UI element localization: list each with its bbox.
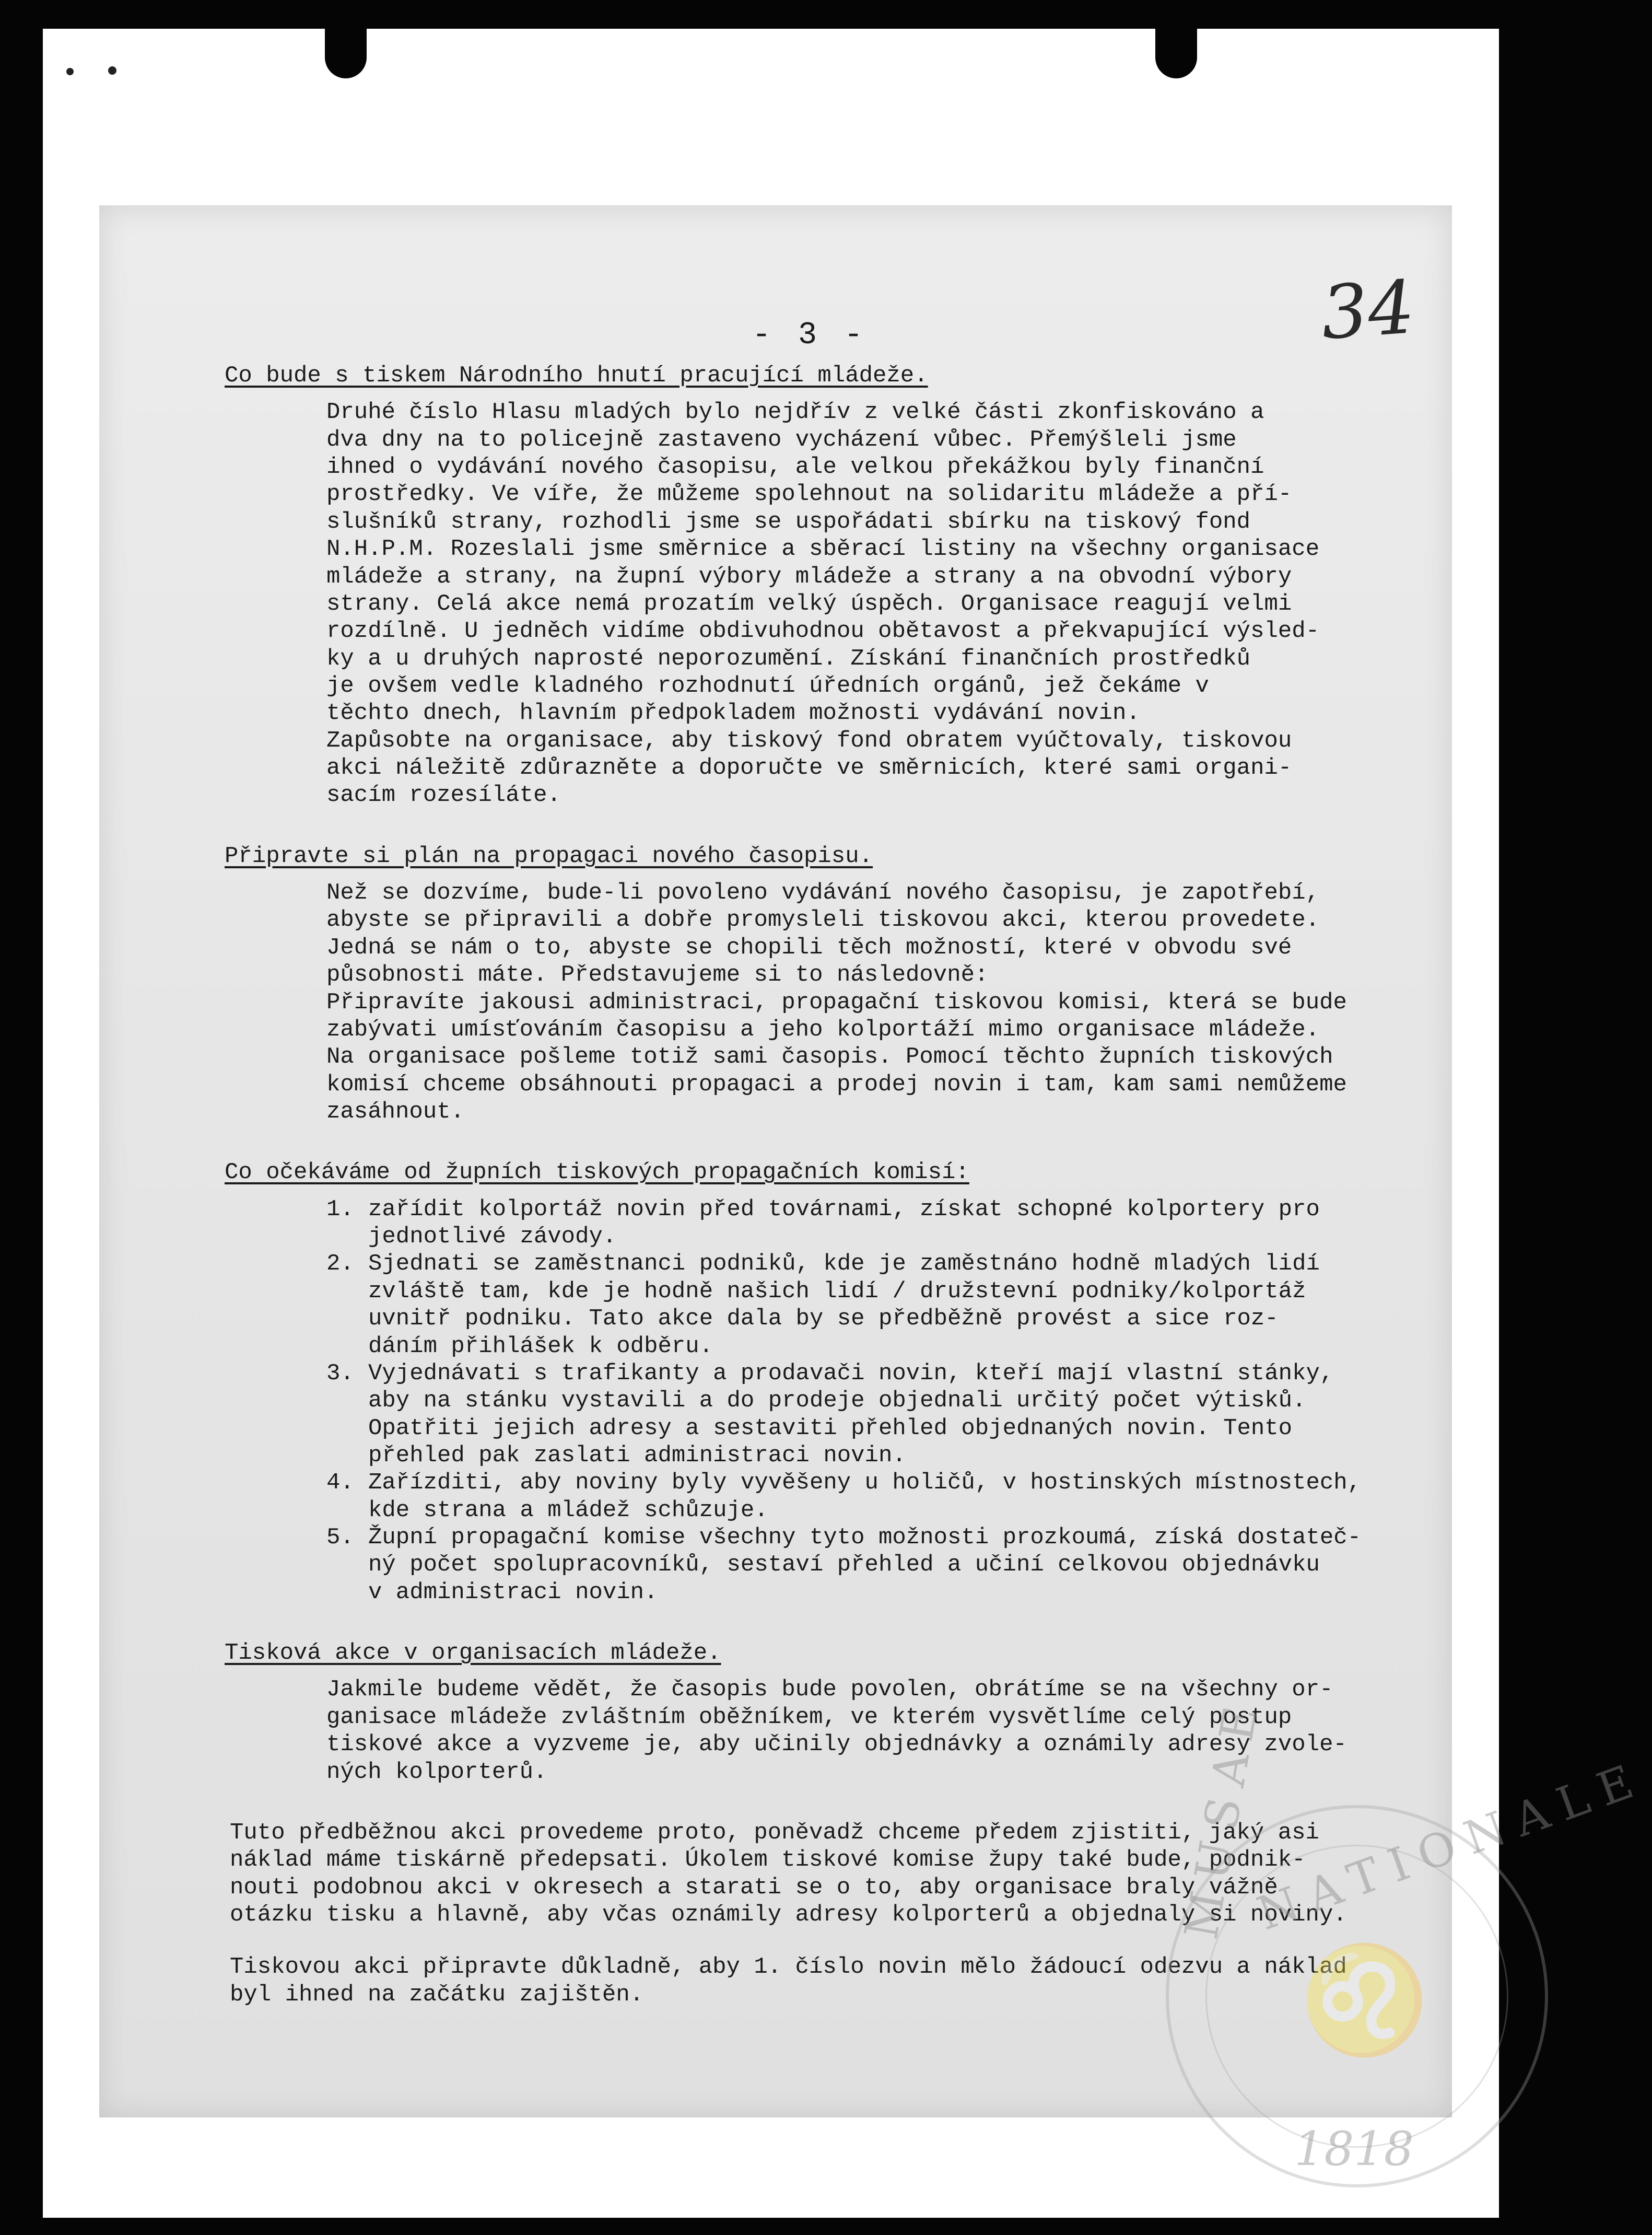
section-body <box>326 399 1442 809</box>
section-heading: Co bude s tiskem Národního hnutí pracující mládeže. <box>225 363 928 389</box>
text-line: mládeže a strany, na župní výbory mládeže a strany a na obvodní výbory <box>326 563 1292 590</box>
text-line: Župní propagační komise všechny tyto možnosti prozkoumá, získá dostateč- <box>368 1524 1362 1551</box>
text-line: uvnitř podniku. Tato akce dala by se předběžně provést a sice roz- <box>368 1306 1279 1332</box>
text-line: kde strana a mládež schůzuje. <box>368 1497 768 1523</box>
text-line: zabývati umísťováním časopisu a jeho kolportáží mimo organisace mládeže. <box>326 1016 1320 1043</box>
text-line: N.H.P.M. Rozeslali jsme směrnice a sběrací listiny na všechny organisace <box>326 536 1320 563</box>
section-3 <box>225 1159 1442 1606</box>
list-text <box>368 1196 1320 1251</box>
document-page <box>99 205 1452 2117</box>
speck-dot <box>108 66 116 75</box>
text-line: je ovšem vedle kladného rozhodnutí úředních orgánů, jež čekáme v <box>326 672 1209 699</box>
text-line: Jedná se nám o to, abyste se chopili těch možností, které v obvodu své <box>326 934 1292 961</box>
text-line: náklad máme tiskárně předepsati. Úkolem tiskové komise župy také bude, podnik- <box>230 1847 1306 1873</box>
text-line: Druhé číslo Hlasu mladých bylo nejdřív z velké části zkonfiskováno a <box>326 399 1264 426</box>
text-line: ných kolporterů. <box>326 1759 547 1785</box>
text-line: Opatřiti jejich adresy a sestaviti přehled objednaných novin. Tento <box>368 1415 1293 1441</box>
text-line: rozdílně. U jedněch vidíme obdivuhodnou obětavost a překvapující výsled- <box>326 618 1320 645</box>
punch-hole-left <box>325 29 367 78</box>
text-line: byl ihned na začátku zajištěn. <box>230 1981 644 2008</box>
text-line: Než se dozvíme, bude-li povoleno vydávání nového časopisu, je zapotřebí, <box>326 880 1320 906</box>
list-number: 4. <box>326 1470 354 1496</box>
text-line: přehled pak zaslati administraci novin. <box>368 1442 906 1469</box>
text-line: ganisace mládeže zvláštním oběžníkem, ve kterém vysvětlíme celý postup <box>326 1704 1292 1730</box>
section-heading: Co očekáváme od župních tiskových propagačních komisí: <box>225 1159 969 1186</box>
page-number: - 3 - <box>752 318 868 353</box>
text-line: působnosti máte. Představujeme si to následovně: <box>326 962 989 988</box>
list-item <box>326 1196 1442 1251</box>
text-line: aby na stánku vystavili a do prodeje objednali určitý počet výtisků. <box>368 1388 1306 1414</box>
text-line: Připravíte jakousi administraci, propagační tiskovou komisi, která se bude <box>326 989 1347 1016</box>
text-line: dáním přihlášek k odběru. <box>368 1333 713 1359</box>
section-1 <box>225 362 1442 809</box>
text-line: zvláště tam, kde je hodně našich lidí / družstevní podniky/kolportáž <box>368 1278 1306 1305</box>
section-2 <box>225 843 1442 1126</box>
text-line: tiskové akce a vyzveme je, aby učinily objednávky a oznámily adresy zvole- <box>326 1731 1347 1758</box>
list-number: 2. <box>326 1251 354 1277</box>
list-text <box>368 1469 1361 1524</box>
text-line: Sjednati se zaměstnanci podniků, kde je zaměstnáno hodně mladých lidí <box>368 1251 1320 1277</box>
text-line: Tiskovou akci připravte důkladně, aby 1. číslo novin mělo žádoucí odezvu a náklad <box>230 1954 1347 1981</box>
text-line: komisí chceme obsáhnouti propagaci a prodej novin i tam, kam sami nemůžeme <box>326 1071 1347 1098</box>
stamp-year: 1818 <box>1294 2122 1414 2176</box>
text-line: slušníků strany, rozhodli jsme se uspořádati sbírku na tiskový fond <box>326 508 1251 535</box>
text-line: zasáhnout. <box>326 1098 465 1125</box>
section-heading: Připravte si plán na propagaci nového časopisu. <box>225 843 873 869</box>
text-line: Vyjednávati s trafikanty a prodavači novin, kteří mají vlastní stánky, <box>368 1360 1334 1387</box>
list-number: 5. <box>326 1524 354 1551</box>
text-line: ný počet spolupracovníků, sestaví přehled a učiní celkovou objednávku <box>368 1552 1320 1578</box>
section-body <box>326 1676 1442 1785</box>
list-number: 3. <box>326 1360 354 1387</box>
list-item <box>326 1360 1442 1469</box>
text-line: ky a u druhých naprosté neporozumění. Získání finančních prostředků <box>326 645 1251 672</box>
list-text <box>368 1524 1361 1606</box>
text-line: akci náležitě zdůrazněte a doporučte ve směrnicích, které sami organi- <box>326 755 1292 782</box>
list-item <box>326 1469 1442 1524</box>
speck-dot <box>66 68 74 75</box>
document-frame <box>43 29 1652 2218</box>
text-line: těchto dnech, hlavním předpokladem možnosti vydávání novin. <box>326 700 1140 727</box>
text-line: v administraci novin. <box>368 1579 658 1605</box>
text-line: sacím rozesíláte. <box>326 782 561 809</box>
text-line: abyste se připravili a dobře promysleli tiskovou akci, kterou provedete. <box>326 907 1320 934</box>
text-line: Zapůsobte na organisace, aby tiskový fond obratem vyúčtovaly, tiskovou <box>326 727 1292 754</box>
text-line: nouti podobnou akci v okresech a starati se o to, aby organisace braly vážně <box>230 1874 1278 1901</box>
list-number: 1. <box>326 1196 354 1223</box>
text-line: strany. Celá akce nemá prozatím velký úspěch. Organisace reagují velmi <box>326 590 1292 617</box>
list-text <box>368 1360 1333 1469</box>
lion-emblem-icon: ♌ <box>1299 1939 1430 2061</box>
list-text <box>368 1250 1320 1359</box>
list-item <box>326 1524 1442 1606</box>
text-line: otázku tisku a hlavně, aby včas oznámily adresy kolporterů a objednaly si noviny. <box>230 1901 1347 1928</box>
stamp-text-left: MUSAE <box>1174 1690 1270 1943</box>
text-line: ihned o vydávání nového časopisu, ale velkou překážkou byly finanční <box>326 454 1264 481</box>
text-line: Jakmile budeme vědět, že časopis bude povolen, obrátíme se na všechny or- <box>326 1677 1333 1703</box>
numbered-list <box>326 1196 1442 1606</box>
text-line: Zařízditi, aby noviny byly vyvěšeny u holičů, v hostinských místnostech, <box>368 1470 1362 1496</box>
text-line: jednotlivé závody. <box>368 1224 617 1250</box>
text-line: Tuto předběžnou akci provedeme proto, poněvadž chceme předem zjistiti, jaký asi <box>230 1819 1319 1846</box>
punch-hole-right <box>1155 29 1197 78</box>
stamp-text-top: NATIONALE <box>1250 1750 1652 1941</box>
section-body <box>326 879 1442 1125</box>
section-heading: Tisková akce v organisacích mládeže. <box>225 1640 721 1667</box>
text-line: zařídit kolportáž novin před továrnami, získat schopné kolportery pro <box>368 1196 1320 1223</box>
text-line: prostředky. Ve víře, že můžeme spolehnout na solidaritu mládeže a pří- <box>326 481 1292 508</box>
handwritten-page-number: 34 <box>1318 264 1417 357</box>
list-item <box>326 1250 1442 1359</box>
museum-stamp <box>1166 1690 1652 2187</box>
text-line: dva dny na to policejně zastaveno vycházení vůbec. Přemýšleli jsme <box>326 426 1237 453</box>
text-line: Na organisace pošleme totiž sami časopis. Pomocí těchto župních tiskových <box>326 1044 1333 1070</box>
